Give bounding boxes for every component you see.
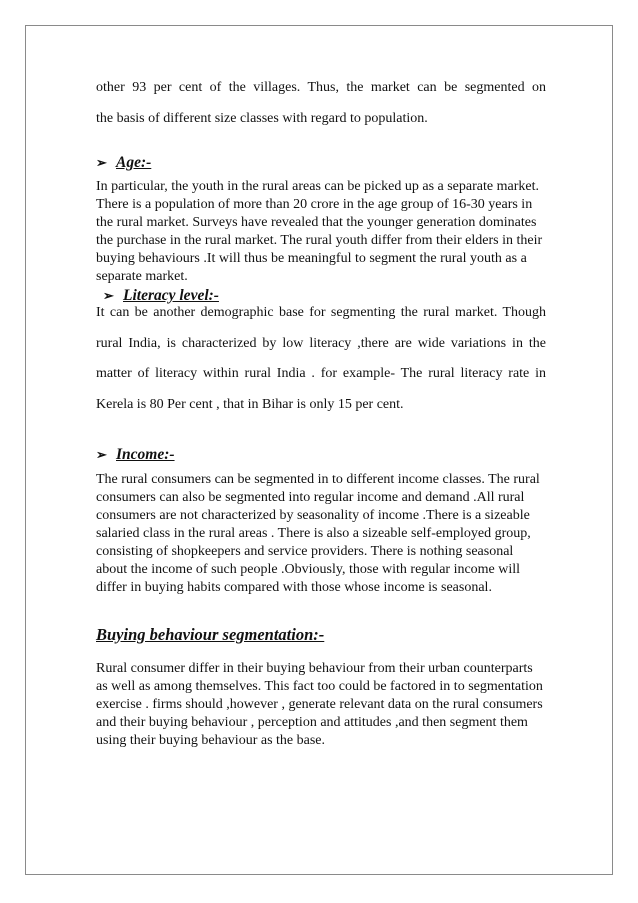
buying-behaviour-paragraph: Rural consumer differ in their buying behaviour from their urban counterparts as well as among themselves. This fact too could be factored in to segmentation exercise . firms should ,however , generate relevant data on the rural consumers and their buying behaviour , perception and attitudes ,and then segment them using their buying behaviour as the base. (96, 661, 543, 748)
literacy-heading-text: Literacy level:- (123, 287, 219, 304)
arrow-bullet-icon: ➢ (96, 447, 107, 462)
income-heading-text: Income:- (116, 446, 175, 463)
arrow-bullet-icon: ➢ (96, 155, 107, 170)
income-paragraph: The rural consumers can be segmented in to different income classes. The rural consumers can also be segmented into regular income and demand .All rural consumers are not characterized by seasonality of income .There is a sizeable salaried class in the rural areas . There is also a sizeable self-employed group, consisting of shopkeepers and service providers. There is nothing seasonal about the income of such people .Obviously, those with regular income will differ in buying habits compared with those whose income is seasonal. (96, 472, 540, 595)
document-content (96, 72, 546, 750)
arrow-bullet-icon: ➢ (103, 288, 114, 303)
age-paragraph: In particular, the youth in the rural areas can be picked up as a separate market. There is a population of more than 20 crore in the age group of 16-30 years in the rural market. Surveys have revealed that the younger generation dominates the purchase in the rural market. The rural youth differ from their elders in their buying behaviours .It will thus be meaningful to segment the rural youth as a separate market. (96, 179, 543, 284)
intro-line-2: the basis of different size classes with regard to population. (96, 111, 428, 126)
intro-paragraph (96, 72, 546, 134)
age-heading-text: Age:- (116, 154, 152, 171)
income-heading (96, 446, 546, 464)
literacy-paragraph: It can be another demographic base for segmenting the rural market. Though rural India, is characterized by low literacy ,there are wide variations in the matter of literacy within rural India . for example- The rural literacy rate in Kerela is 80 Per cent , that in Bihar is only 15 per cent. (96, 305, 546, 412)
age-heading (96, 154, 546, 172)
intro-line-1: other 93 per cent of the villages. Thus, the market can be segmented on (96, 80, 546, 95)
buying-behaviour-heading: Buying behaviour segmentation:- (96, 625, 325, 644)
